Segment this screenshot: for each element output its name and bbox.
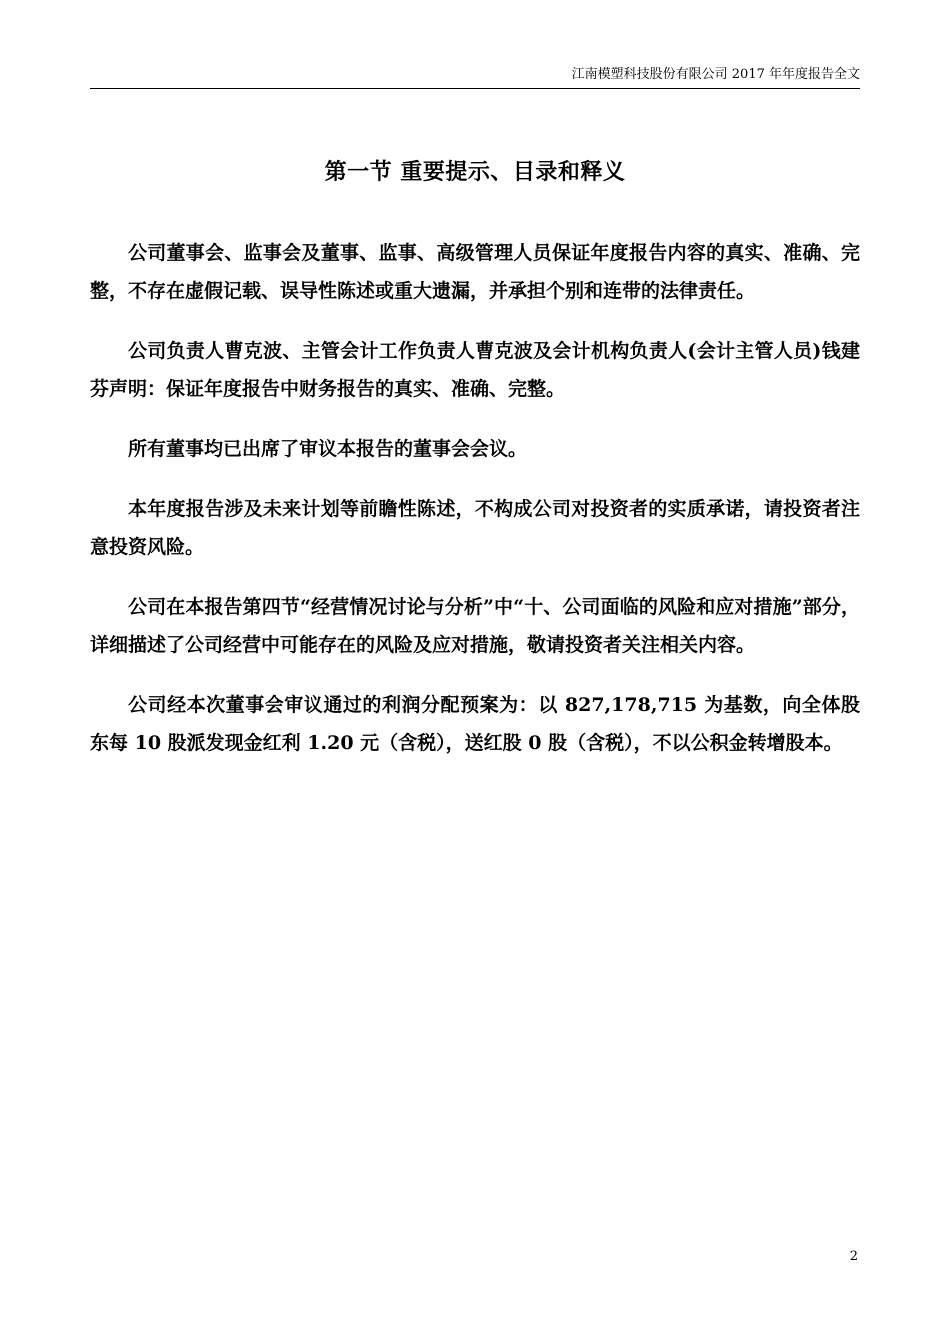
paragraph-forward-looking-risk: 本年度报告涉及未来计划等前瞻性陈述，不构成公司对投资者的实质承诺，请投资者注意投资风险。 <box>90 498 860 558</box>
section-title: 第一节 重要提示、目录和释义 <box>324 159 626 185</box>
paragraph-risk-section-reference: 公司在本报告第四节“经营情况讨论与分析”中“十、公司面临的风险和应对措施”部分，详细描述了公司经营中可能存在的风险及应对措施，敬请投资者关注相关内容。 <box>90 596 860 656</box>
page-header <box>90 66 860 89</box>
page-number: 2 <box>849 1249 858 1264</box>
paragraph-financial-report-declaration: 公司负责人曹克波、主管会计工作负责人曹克波及会计机构负责人(会计主管人员)钱建芬声明：保证年度报告中财务报告的真实、准确、完整。 <box>90 340 860 400</box>
paragraph-responsibility-statement: 公司董事会、监事会及董事、监事、高级管理人员保证年度报告内容的真实、准确、完整，不存在虚假记载、误导性陈述或重大遗漏，并承担个别和连带的法律责任。 <box>90 242 860 302</box>
document-body <box>90 234 860 784</box>
paragraph-profit-distribution: 公司经本次董事会审议通过的利润分配预案为：以 827,178,715 为基数，向全体股东每 10 股派发现金红利 1.20 元（含税），送红股 0 股（含税），不以公积金转增股本。 <box>90 694 860 754</box>
header-text: 江南模塑科技股份有限公司 2017 年年度报告全文 <box>571 67 860 82</box>
paragraph-board-attendance: 所有董事均已出席了审议本报告的董事会会议。 <box>128 438 528 460</box>
